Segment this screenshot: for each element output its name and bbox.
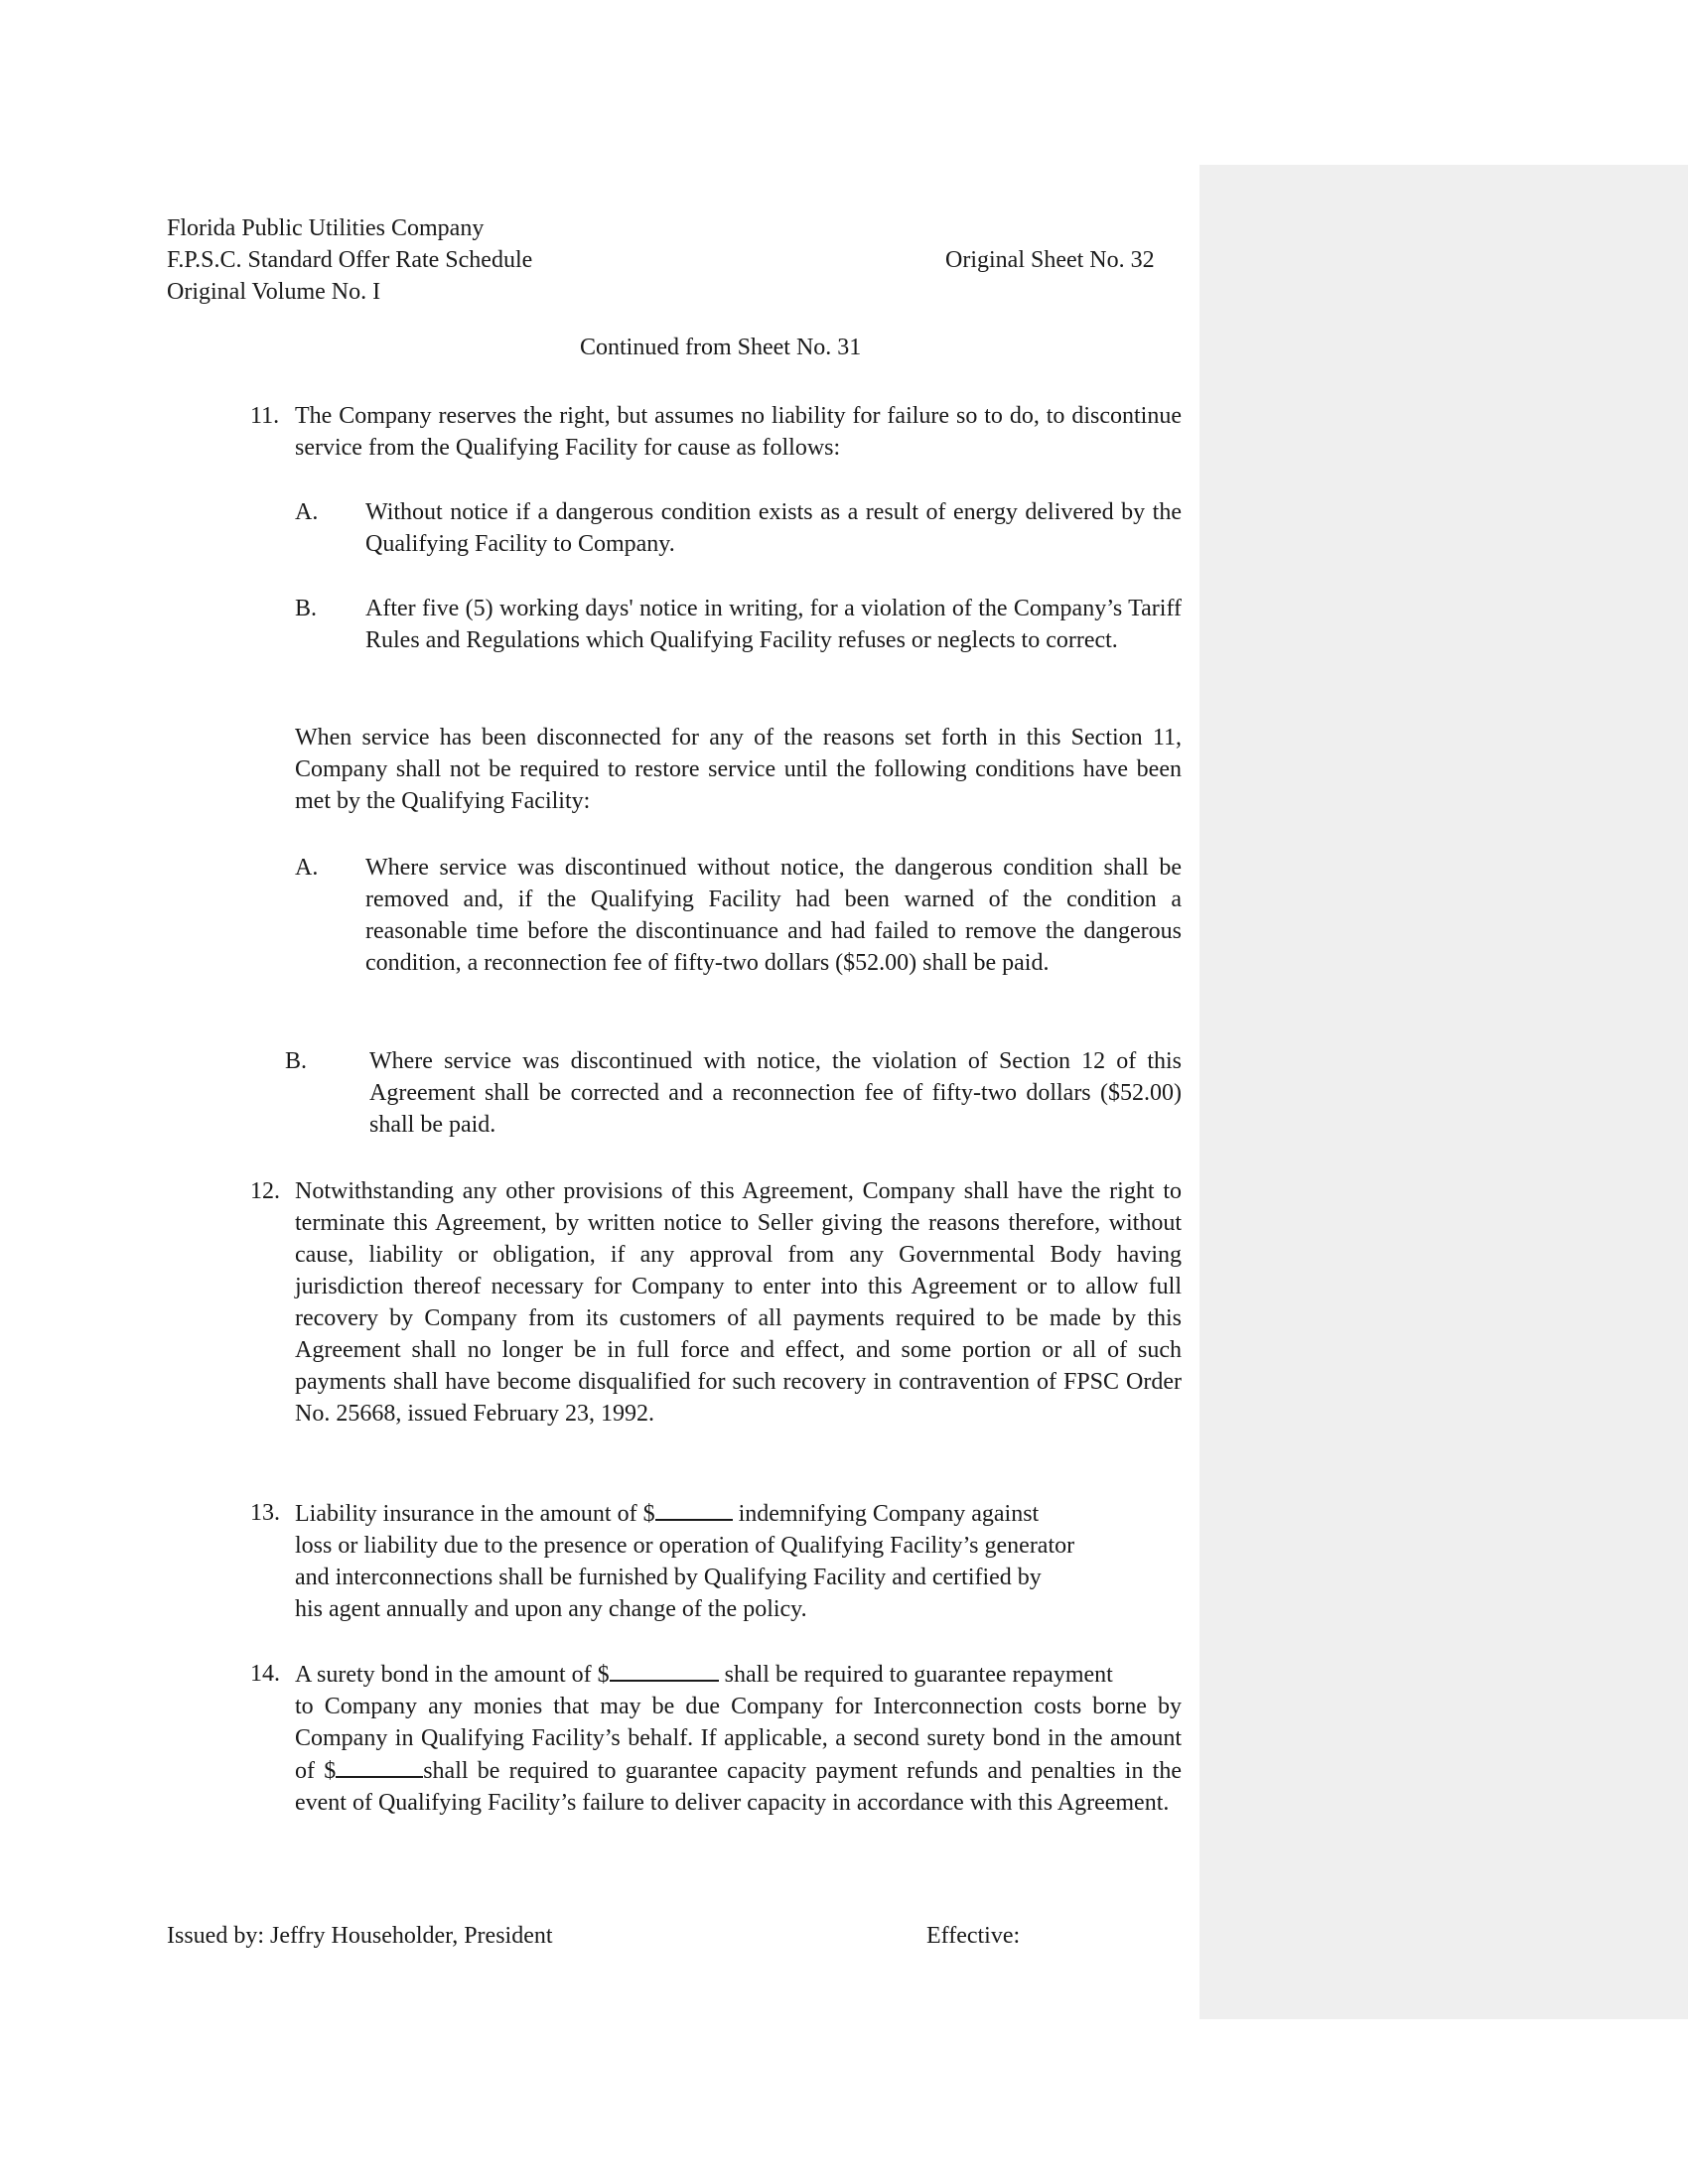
section-13-number: 13.: [250, 1500, 280, 1526]
volume-label: Original Volume No. I: [167, 279, 381, 305]
restore-b-text: Where service was discontinued with notice, the violation of Section 12 of this Agreement shall be corrected and a reconnection fee of fifty-two dollars ($52.00) shall be paid.: [369, 1048, 1182, 1138]
section-11-b-label: B.: [295, 596, 318, 621]
section-13-text: [295, 1497, 1248, 1625]
section-12-number: 12.: [250, 1178, 280, 1204]
effective-label: Effective:: [926, 1923, 1021, 1949]
section-13-line-3: and interconnections shall be furnished by Qualifying Facility and certified by: [295, 1565, 1042, 1590]
restore-a-label: A.: [295, 855, 319, 881]
restore-a-text: Where service was discontinued without notice, the dangerous condition shall be removed and, if the Qualifying Facility had been warned of the condition a reasonable time before the discontinuance and had failed to remove the dangerous condition, a reconnection fee of fifty-two dollars ($52.00) shall be paid.: [365, 855, 1182, 976]
issued-by: Issued by: Jeffry Householder, President: [167, 1923, 553, 1949]
section-14-line-1: [295, 1658, 1182, 1691]
section-14-text-d: shall be required to guarantee capacity payment refunds and penalties in the event of Qualifying Facility’s failure to deliver capacity in accordance with this Agreement.: [295, 1758, 1182, 1816]
section-11-a-text: Without notice if a dangerous condition exists as a result of energy delivered by the Qualifying Facility to Company.: [365, 499, 1182, 557]
section-14-rest: [295, 1691, 1182, 1819]
section-11-b-text: After five (5) working days' notice in writing, for a violation of the Company’s Tariff Rules and Regulations which Qualifying Facility refuses or neglects to correct.: [365, 596, 1182, 653]
comment-margin-panel: [1199, 165, 1688, 2019]
sheet-number: Original Sheet No. 32: [945, 247, 1155, 273]
continued-note: Continued from Sheet No. 31: [580, 335, 862, 360]
surety-bond-amount-blank: [610, 1658, 719, 1682]
section-13-text-b: indemnifying Company against: [732, 1501, 1040, 1527]
header-left: [167, 212, 862, 308]
section-14-text-a: A surety bond in the amount of $: [295, 1662, 610, 1688]
section-13-line-2: loss or liability due to the presence or operation of Qualifying Facility’s generator: [295, 1533, 1075, 1559]
section-13-line-4: his agent annually and upon any change of the policy.: [295, 1596, 807, 1622]
section-14-text-b: shall be required to guarantee repayment: [718, 1662, 1113, 1688]
section-13-text-a: Liability insurance in the amount of $: [295, 1501, 655, 1527]
section-13-line-1: [295, 1497, 1248, 1530]
rate-schedule-name: F.P.S.C. Standard Offer Rate Schedule: [167, 247, 533, 273]
section-14-number: 14.: [250, 1661, 280, 1687]
company-name: Florida Public Utilities Company: [167, 215, 485, 241]
section-14-text: [295, 1658, 1182, 1819]
section-12-text: Notwithstanding any other provisions of this Agreement, Company shall have the right to terminate this Agreement, by written notice to Seller giving the reasons therefore, without cause, liability or obligation, if any approval from any Governmental Body having jurisdiction thereof necessary for Company to enter into this Agreement or to allow full recovery by Company from its customers of all payments required to be made by this Agreement shall no longer be in full force and effect, and some portion or all of such payments shall have become disqualified for such recovery in contravention of FPSC Order No. 25668, issued February 23, 1992.: [295, 1178, 1182, 1427]
section-11-restore-conditions: When service has been disconnected for any of the reasons set forth in this Section 11, Company shall not be required to restore service until the following conditions have been met by the Qualifying Facility:: [295, 725, 1182, 814]
restore-b-label: B.: [285, 1048, 308, 1074]
section-11-number: 11.: [250, 403, 280, 429]
insurance-amount-blank: [655, 1497, 733, 1521]
section-11-intro: The Company reserves the right, but assumes no liability for failure so to do, to discontinue service from the Qualifying Facility for cause as follows:: [295, 403, 1182, 461]
section-14-text-c: to Company any monies that may be due Company for Interconnection costs borne by Company in Qualifying Facility’s behalf. If applicable, a second surety bond in the amount of $: [295, 1694, 1182, 1784]
second-surety-amount-blank: [336, 1754, 423, 1778]
section-11-a-label: A.: [295, 499, 319, 525]
